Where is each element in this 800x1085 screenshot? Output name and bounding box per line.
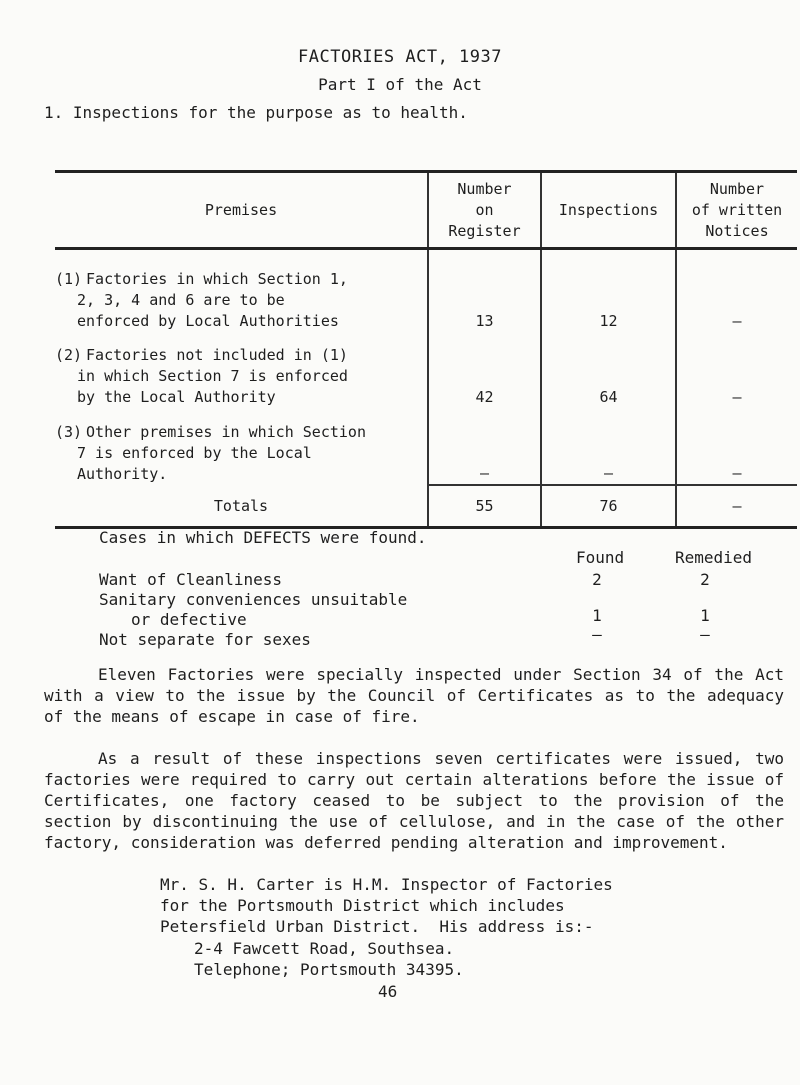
notices-cell: – (676, 332, 797, 408)
defect-label: Not separate for sexes (99, 630, 311, 649)
defect-found: 2 (592, 570, 602, 589)
defect-label-continued: or defective (131, 610, 247, 629)
inspector-line: for the Portsmouth District which includes (160, 896, 565, 915)
table-row (55, 408, 797, 485)
paragraph-escape-inspections: Eleven Factories were specially inspected under Section 34 of the Act with a view to the issue by the Council of Certificates as to the adequacy of the means of escape in case of fire. (44, 665, 784, 726)
page-title: FACTORIES ACT, 1937 (298, 47, 502, 67)
inspections-cell: – (541, 408, 676, 485)
header-premises: Premises (204, 200, 278, 219)
defect-label: Want of Cleanliness (99, 570, 283, 589)
register-cell: – (428, 408, 541, 485)
totals-row (55, 485, 797, 528)
inspector-line: Mr. S. H. Carter is H.M. Inspector of Factories (160, 875, 613, 894)
inspector-address: 2-4 Fawcett Road, Southsea. (194, 939, 455, 958)
paragraph-inspection-results: As a result of these inspections seven certificates were issued, two factories were required to carry out certain alterations before the issue of Certificates, one factory ceased to be subject to the provision of the section by discontinuing the use of cellulose, and in the case of the other factory, consideration was deferred pending alteration and improvement. (44, 749, 784, 852)
totals-register: 55 (428, 485, 541, 528)
defect-found: – (592, 625, 602, 644)
defects-heading: Cases in which DEFECTS were found. (99, 528, 427, 547)
header-notices: Number of written Notices (676, 172, 797, 249)
defect-found: 1 (592, 606, 602, 625)
premises-cell: (1) Factories in which Section 1, 2, 3, 4 and 6 are to be enforced by Local Authorities (55, 270, 348, 330)
notices-cell: – (676, 408, 797, 485)
page-number: 46 (378, 982, 398, 1001)
inspections-table (55, 170, 797, 529)
header-inspections: Inspections (541, 172, 676, 249)
totals-label: Totals (213, 496, 269, 515)
defect-remedied: 2 (700, 570, 710, 589)
defect-remedied: – (700, 625, 710, 644)
defect-remedied: 1 (700, 606, 710, 625)
totals-notices: – (676, 485, 797, 528)
section-heading: 1. Inspections for the purpose as to health. (44, 103, 468, 122)
remedied-column-header: Remedied (675, 548, 753, 567)
premises-cell: (2) Factories not included in (1) in which Section 7 is enforced by the Local Authority (55, 346, 348, 406)
register-cell: 42 (428, 332, 541, 408)
notices-cell: – (676, 249, 797, 333)
inspector-telephone: Telephone; Portsmouth 34395. (194, 960, 464, 979)
inspections-cell: 64 (541, 332, 676, 408)
inspections-cell: 12 (541, 249, 676, 333)
premises-cell: (3) Other premises in which Section 7 is enforced by the Local Authority. (55, 423, 366, 483)
totals-inspections: 76 (541, 485, 676, 528)
defect-label: Sanitary conveniences unsuitable (99, 590, 408, 609)
table-header-row (55, 172, 797, 249)
inspector-line: Petersfield Urban District. His address is:- (160, 917, 594, 936)
page-subtitle: Part I of the Act (318, 75, 482, 94)
table-row (55, 249, 797, 333)
register-cell: 13 (428, 249, 541, 333)
found-column-header: Found (576, 548, 625, 567)
header-register: Number on Register (428, 172, 541, 249)
table-row (55, 332, 797, 408)
